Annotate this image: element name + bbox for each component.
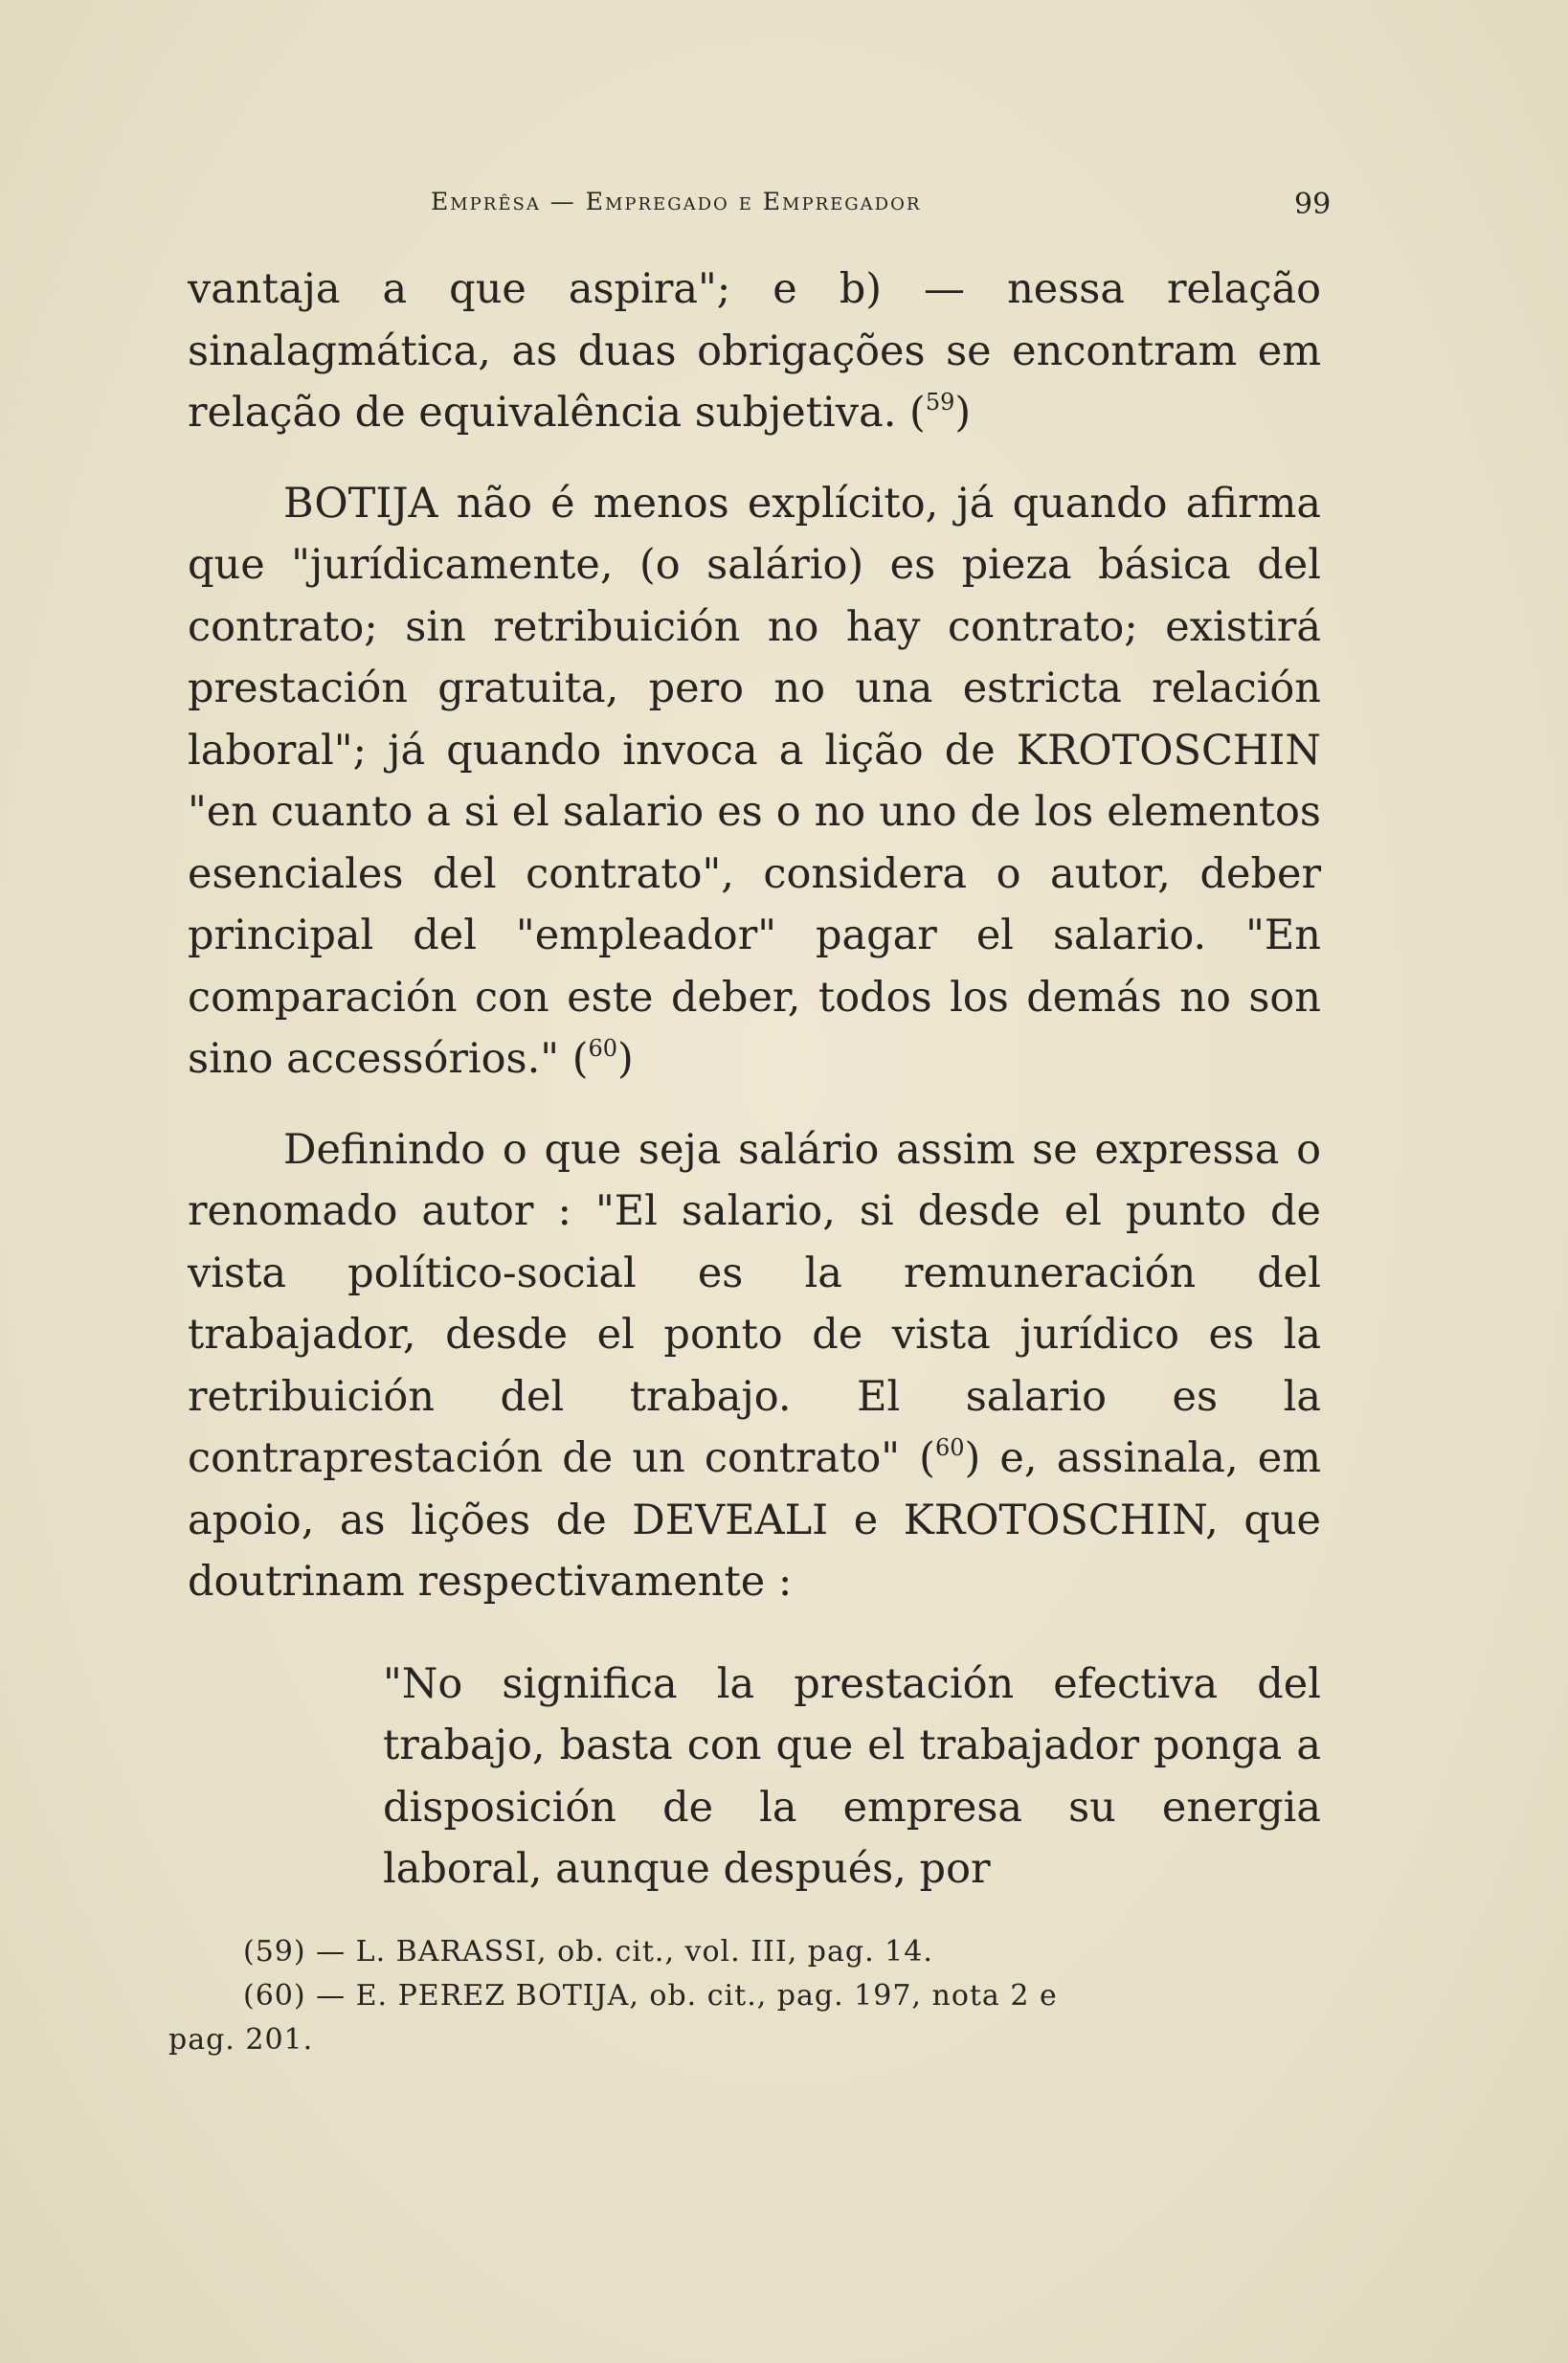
paragraph-definindo	[188, 1119, 1321, 1613]
running-title: Emprêsa — Empregado e Empregador	[431, 188, 922, 215]
footnote-59: (59) — L. BARASSI, ob. cit., vol. III, pag. 14.	[243, 1935, 933, 1969]
paragraph-text: )	[954, 389, 972, 437]
body-text	[188, 259, 1321, 1901]
running-head	[188, 188, 1336, 226]
footnote-reference: 60	[934, 1434, 965, 1461]
page-number: 99	[1294, 188, 1332, 221]
footnote-60-continuation: pag. 201.	[168, 2023, 314, 2057]
block-quote	[383, 1654, 1321, 1901]
footnote-reference: 59	[925, 389, 955, 416]
quote-text: "No significa la prestación efectiva del trabajo, basta con que el trabajador ponga a disposición de la empresa su energia laboral, aunque después, por	[383, 1659, 1321, 1893]
paragraph-text: Definindo o que seja salário assim se expressa o renomado autor : "El salario, si desde el punto de vista político-social es la remuneración del trabajador, desde el ponto de vista jurídico es la retribuición del trabajo. El salario es la contraprestación de un contrato" (	[188, 1125, 1321, 1482]
paragraph-text: )	[617, 1035, 634, 1083]
paragraph-continuation	[188, 259, 1321, 444]
paragraph-text: BOTIJA não é menos explícito, já quando afirma que "jurídicamente, (o salário) es pieza básica del contrato; sin retribuición no hay contrato; existirá prestación gratuita, pero no una estricta relación laboral"; já quando invoca a lição de KROTOSCHIN "en cuanto a si el salario es o no uno de los elementos esenciales del contrato", considera o autor, deber principal del "empleador" pagar el salario. "En comparación con este deber, todos los demás no son sino accessórios." (	[188, 479, 1321, 1083]
paragraph-text: vantaja a que aspira"; e b) — nessa relação sinalagmática, as duas obrigações se encontram em relação de equivalência subjetiva. (	[188, 265, 1321, 437]
footnotes	[168, 1930, 1302, 2062]
footnote-60: (60) — E. PEREZ BOTIJA, ob. cit., pag. 197, nota 2 e	[243, 1979, 1058, 2013]
paragraph-botija	[188, 473, 1321, 1091]
paragraph-text: ) e, assinala, em apoio, as lições de DEVEALI e KROTOSCHIN, que doutrinam respectivamente :	[188, 1434, 1321, 1606]
footnote-reference: 60	[588, 1035, 618, 1062]
